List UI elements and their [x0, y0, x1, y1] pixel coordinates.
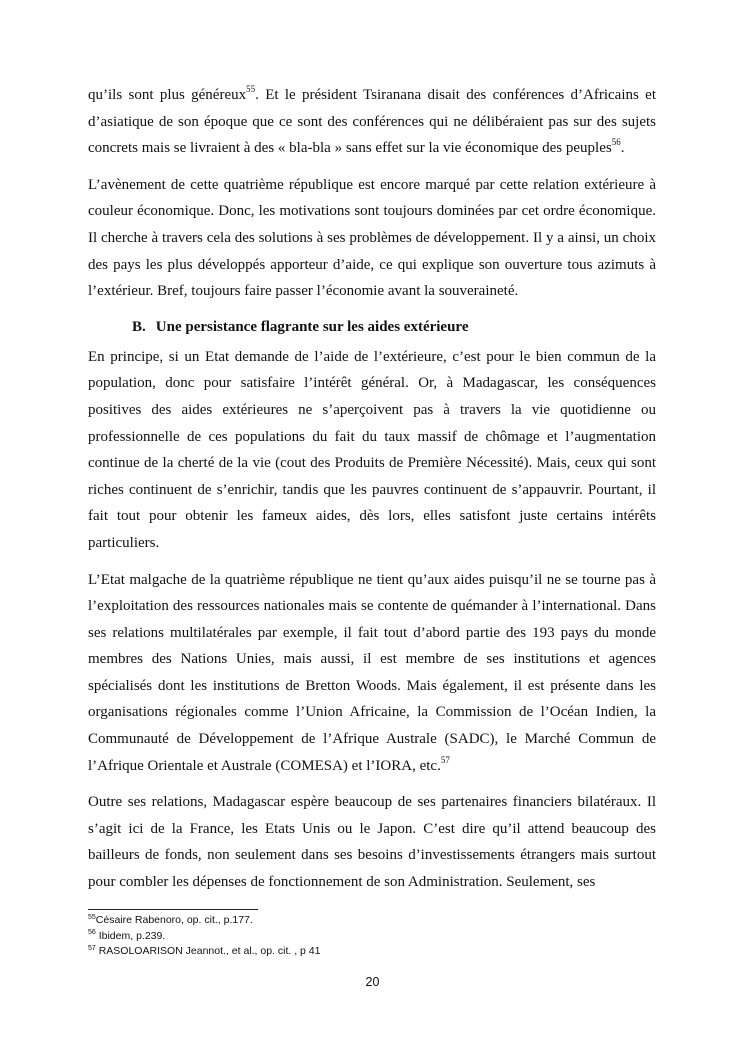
footnote-number: 56 — [88, 929, 96, 936]
section-heading-b — [88, 314, 656, 340]
paragraph-5: Outre ses relations, Madagascar espère beaucoup de ses partenaires financiers bilatéraux. Il s’agit ici de la France, les Etats Unis ou le Japon. C’est dire qu’il attend beaucoup des bailleurs de fonds, non seulement dans ses besoins d’investissements étrangers mais surtout pour combler les dépenses de fonctionnement de son Administration. Seulement, ses — [88, 794, 656, 891]
footnote-number: 55 — [88, 913, 96, 921]
footnote-text: RASOLOARISON Jeannot., et al., op. cit. , p 41 — [95, 945, 321, 957]
paragraph-4 — [88, 567, 656, 780]
footnote-57 — [88, 944, 656, 960]
footnote-divider — [88, 909, 258, 910]
footnote-ref-55[interactable]: 55 — [246, 84, 256, 94]
paragraph-3: En principe, si un Etat demande de l’aide de l’extérieure, c’est pour le bien commun de la population, donc pour satisfaire l’intérêt général. Or, à Madagascar, les conséquences positives des aides extérieures ne s’aperçoivent pas à travers la vie quotidienne ou professionnelle de ces populations du fait du taux massif de chômage et l’augmentation continue de la cherté de la vie (cout des Produits de Première Nécessité). Mais, ceux qui sont riches continuent de s’enrichir, tandis que les pauvres continuent de s’appauvrir. Pourtant, il fait tout pour obtenir les fameux aides, dès lors, elles satisfont juste certains intérêts particuliers. — [88, 348, 656, 551]
footnote-ref-56[interactable]: 56 — [611, 137, 621, 148]
section-label: B. — [132, 318, 146, 335]
footnote-number: 57 — [88, 944, 96, 952]
paragraph-4-text: L’Etat malgache de la quatrième république ne tient qu’aux aides puisqu’il ne se tourne pas à l’exploitation des ressources nationales mais se contente de quémander à l’international. Dans ses relations multilatérales par exemple, il fait tout d’abord partie des 193 pays du monde membres des Nations Unies, mais aussi, il est membre de ses institutions et agences spécialisés dont les institutions de Bretton Woods. Mais également, il est présente dans les organisations régionales comme l’Union Africaine, la Commission de l’Océan Indien, la Communauté de Développement de l’Afrique Australe (SADC), le Marché Commun de l’Afrique Orientale et Australe (COMESA) et l’IORA, etc. — [88, 571, 656, 774]
footnote-text: Césaire Rabenoro, op. cit., p.177. — [95, 914, 253, 926]
paragraph-1-text-b: . Et le président Tsiranana disait des conférences d’Africains et d’asiatique de son époque que ce sont des conférences qui ne délibéraient pas sur des sujets concrets mais se livraient à des « bla-bla » sans effet sur la vie économique des peuples — [88, 87, 656, 157]
paragraph-1-text-a: qu’ils sont plus généreux — [88, 87, 247, 103]
footnote-55 — [88, 913, 656, 929]
paragraph-1 — [88, 82, 656, 162]
section-title: Une persistance flagrante sur les aides extérieure — [155, 318, 469, 335]
document-body — [88, 82, 656, 896]
page-number: 20 — [365, 975, 380, 989]
paragraph-2: L’avènement de cette quatrième république est encore marqué par cette relation extérieure à couleur économique. Donc, les motivations sont toujours dominées par cet ordre économique. Il cherche à travers cela des solutions à ses problèmes de développement. Il y a ainsi, un choix des pays les plus développés apporteur d’aide, ce qui explique son ouverture tous azimuts à l’extérieur. Bref, toujours faire passer l’économie avant la souveraineté. — [88, 176, 656, 300]
footnotes — [88, 913, 656, 960]
footnote-ref-57[interactable]: 57 — [440, 754, 450, 765]
footnote-text: Ibidem, p.239. — [95, 929, 166, 942]
footnote-56 — [88, 929, 656, 945]
paragraph-1-text-c: . — [620, 140, 625, 157]
